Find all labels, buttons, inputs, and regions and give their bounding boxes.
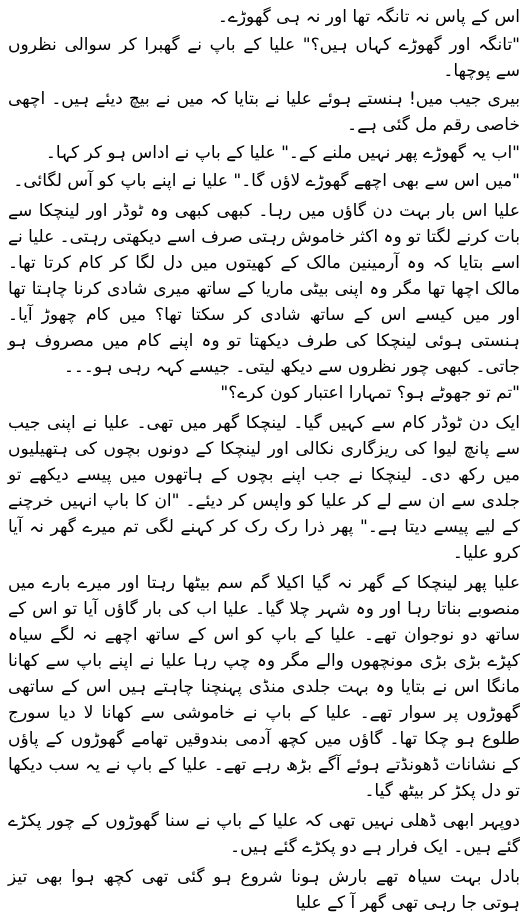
paragraph-8: ایک دن ٹوڈر کام سے کہیں گیا۔ لینچکا گھر میں تھی۔ علیا نے اپنی جیب سے پانچ لیوا کی ریزگاری نکالی اور لینچکا کے دونوں بچوں کی ہتھیلیوں میں رکھ دی۔ لینچکا نے جب اپنے بچوں کے ہاتھوں میں پیسے دیکھے تو جلدی سے ان سے لے کر علیا کو واپس کر دیئے۔ "ان کا باپ انہیں خرچنے کے لیے پیسے دیتا ہے۔" پھر ذرا رک رک کر کہنے لگی تم میرے گھر نہ آیا کرو علیا۔ [8,413,520,563]
paragraph-7: "تم تو جھوٹے ہو؟ تمہارا اعتبار کون کرے؟" [220,383,520,403]
paragraph-6: علیا اس بار بہت دن گاؤں میں رہا۔ کبھی کبھی وہ ٹوڈر اور لینچکا سے بات کرنے لگتا تو وہ اکثر خاموش رہتی صرف اسے دیکھتی رہتی۔ علیا نے اسے بتایا کہ وہ آرمینین مالک کے کھیتوں میں دل لگا کر کام کرتا تھا۔ مالک اچھا تھا مگر وہ اپنی بیٹی ماریا کے ساتھ میری شادی کرنا چاہتا تھا اور میں کیسے اس کے ساتھ شادی کر سکتا تھا؟ میں کام چھوڑ آیا۔ ہنستی ہوئی لینچکا کی طرف دیکھتا تو وہ اپنے کام میں مصروف ہو جاتی۔ کبھی چور نظروں سے دیکھ لیتی۔ جیسے کہہ رہی ہو۔۔۔ [8,201,520,377]
paragraph-2: "تانگہ اور گھوڑے کہاں ہیں؟" علیا کے باپ نے گھبرا کر سوالی نظروں سے پوچھا۔ [8,35,520,81]
paragraph-10: دوپہر ابھی ڈھلی نہیں تھی کہ علیا کے باپ نے سنا گھوڑوں کے چور پکڑے گئے ہیں۔ ایک فرار ہے دو پکڑے گئے ہیں۔ [8,811,520,857]
paragraph-1: اس کے پاس نہ تانگہ تھا اور نہ ہی گھوڑے۔ [217,7,520,27]
paragraph-4: "اب یہ گھوڑے پھر نہیں ملنے کے۔" علیا کے باپ نے اداس ہو کر کہا۔ [45,143,520,163]
paragraph-5: "میں اس سے بھی اچھے گھوڑے لاؤں گا۔" علیا نے اپنے باپ کو آس لگائی۔ [13,171,520,191]
paragraph-3: بیری جیب میں! ہنستے ہوئے علیا نے بتایا کہ میں نے بیچ دیئے ہیں۔ اچھی خاصی رقم مل گئی ہے۔ [8,89,520,135]
paragraph-9: علیا پھر لینچکا کے گھر نہ گیا اکیلا گم سم بیٹھا رہتا اور میرے بارے میں منصوبے بناتا رہا اور وہ شہر چلا گیا۔ علیا اب کی بار گاؤں آیا تو اس کے ساتھ دو نوجوان تھے۔ علیا کے باپ کو اس کے ساتھ اچھے نہ لگے سیاہ کپڑے بڑی بڑی مونچھوں والے مگر وہ چپ رہا علیا نے اپنے باپ سے کھانا مانگا اس نے بتایا وہ بہت جلدی منڈی پہنچنا چاہتے ہیں اس کے ساتھی گھوڑوں پر سوار تھے۔ علیا کے باپ نے خاموشی سے کھانا لا دیا سورج طلوع ہو چکا تھا۔ گاؤں میں کچھ آدمی بندوقیں تھامے گھوڑوں کے پاؤں کے نشانات ڈھونڈتے ہوئے آگے بڑھ رہے تھے۔ علیا کے باپ نے یہ سب دیکھا تو دل پکڑ کر بیٹھ گیا۔ [8,573,520,801]
paragraph-11: بادل بہت سیاہ تھے بارش ہونا شروع ہو گئی تھی کچھ ہوا بھی تیز ہوتی جا رہی تھی گھر آ کے علیا [8,867,520,913]
